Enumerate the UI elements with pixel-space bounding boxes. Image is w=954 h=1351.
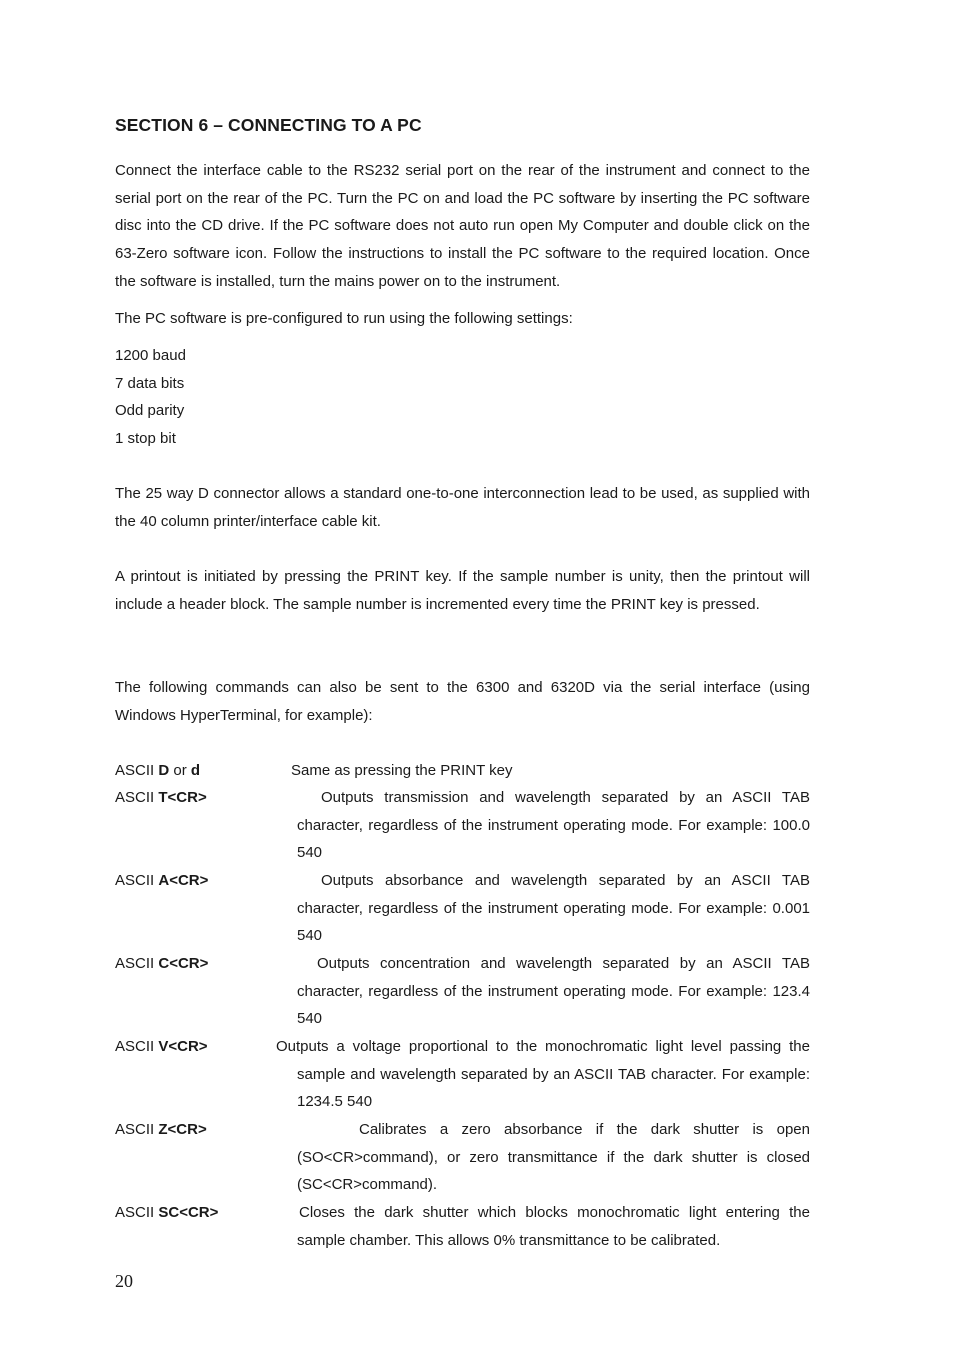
printout-paragraph: A printout is initiated by pressing the PRINT key. If the sample number is unity, then the printout will include a header block. The sample number is incremented every time the PRINT key is pressed. [115, 568, 810, 613]
command-key-alt: d [190, 762, 201, 779]
command-key: C<CR> [158, 955, 209, 972]
command-description-line: Outputs a voltage proportional to the monochromatic light level passing the [276, 1038, 810, 1055]
commands-intro-paragraph: The following commands can also be sent to the 6300 and 6320D via the serial interface (using Windows HyperTerminal, for example): [115, 679, 810, 724]
command-prefix: ASCII [115, 1121, 159, 1138]
command-prefix: ASCII [115, 789, 159, 806]
command-description-sc [297, 1199, 810, 1254]
setting-data-bits: 7 data bits [115, 375, 185, 392]
command-prefix: ASCII [115, 762, 159, 779]
command-description-rest: character, regardless of the instrument operating mode. For example: 0.001 540 [297, 899, 810, 945]
command-description-rest: character, regardless of the instrument operating mode. For example: 123.4 540 [297, 982, 810, 1028]
command-description-d [291, 757, 804, 785]
command-key: T<CR> [158, 789, 207, 806]
command-label-z [115, 1116, 207, 1144]
connector-paragraph: The 25 way D connector allows a standard one-to-one interconnection lead to be used, as supplied with the 40 column printer/interface cable kit. [115, 485, 810, 530]
command-label-d [115, 757, 200, 785]
command-description-v [276, 1033, 810, 1116]
command-description-z [297, 1116, 810, 1199]
command-description-t [297, 784, 810, 867]
command-prefix: ASCII [115, 1038, 159, 1055]
command-key: A<CR> [158, 872, 209, 889]
command-prefix: ASCII [115, 955, 159, 972]
command-label-sc [115, 1199, 218, 1227]
command-description-line: Closes the dark shutter which blocks monochromatic light entering the [299, 1204, 810, 1221]
setting-baud: 1200 baud [115, 347, 186, 364]
setting-stop-bit: 1 stop bit [115, 430, 176, 447]
setting-parity: Odd parity [115, 402, 185, 419]
command-description-line: Same as pressing the PRINT key [291, 762, 513, 779]
command-description-rest: sample and wavelength separated by an ASCII TAB character. For example: 1234.5 540 [297, 1065, 810, 1111]
command-label-a [115, 867, 208, 895]
command-prefix: ASCII [115, 872, 159, 889]
command-key: SC<CR> [158, 1204, 219, 1221]
command-description-a [297, 867, 810, 950]
command-label-c [115, 950, 208, 978]
command-key: V<CR> [158, 1038, 208, 1055]
command-description-c [297, 950, 810, 1033]
command-key: D [158, 762, 170, 779]
intro-paragraph: Connect the interface cable to the RS232 serial port on the rear of the instrument and connect to the serial port on the rear of the PC. Turn the PC on and load the PC software by inserting the PC software disc into the CD drive. If the PC software does not auto run open My Computer and double click on the 63-Zero software icon. Follow the instructions to install the PC software to the required location. Once the software is installed, turn the mains power on to the instrument. [115, 162, 810, 290]
settings-intro-paragraph: The PC software is pre-configured to run using the following settings: [115, 310, 573, 327]
command-label-t [115, 784, 207, 812]
command-description-rest: sample chamber. This allows 0% transmittance to be calibrated. [297, 1231, 721, 1249]
section-heading: SECTION 6 – CONNECTING TO A PC [115, 115, 422, 135]
command-label-v [115, 1033, 208, 1061]
command-description-line: Outputs concentration and wavelength separated by an ASCII TAB [317, 955, 810, 972]
command-prefix: ASCII [115, 1204, 159, 1221]
command-description-line: Outputs absorbance and wavelength separated by an ASCII TAB [321, 872, 810, 889]
command-key: Z<CR> [158, 1121, 207, 1138]
command-description-rest: character, regardless of the instrument operating mode. For example: 100.0 540 [297, 816, 810, 862]
command-middle: or [169, 762, 191, 779]
command-description-line: Outputs transmission and wavelength separated by an ASCII TAB [321, 789, 810, 806]
page-number: 20 [115, 1271, 133, 1291]
command-description-rest: (SO<CR>command), or zero transmittance if the dark shutter is closed (SC<CR>command). [297, 1148, 810, 1194]
command-description-line: Calibrates a zero absorbance if the dark shutter is open [359, 1121, 810, 1138]
